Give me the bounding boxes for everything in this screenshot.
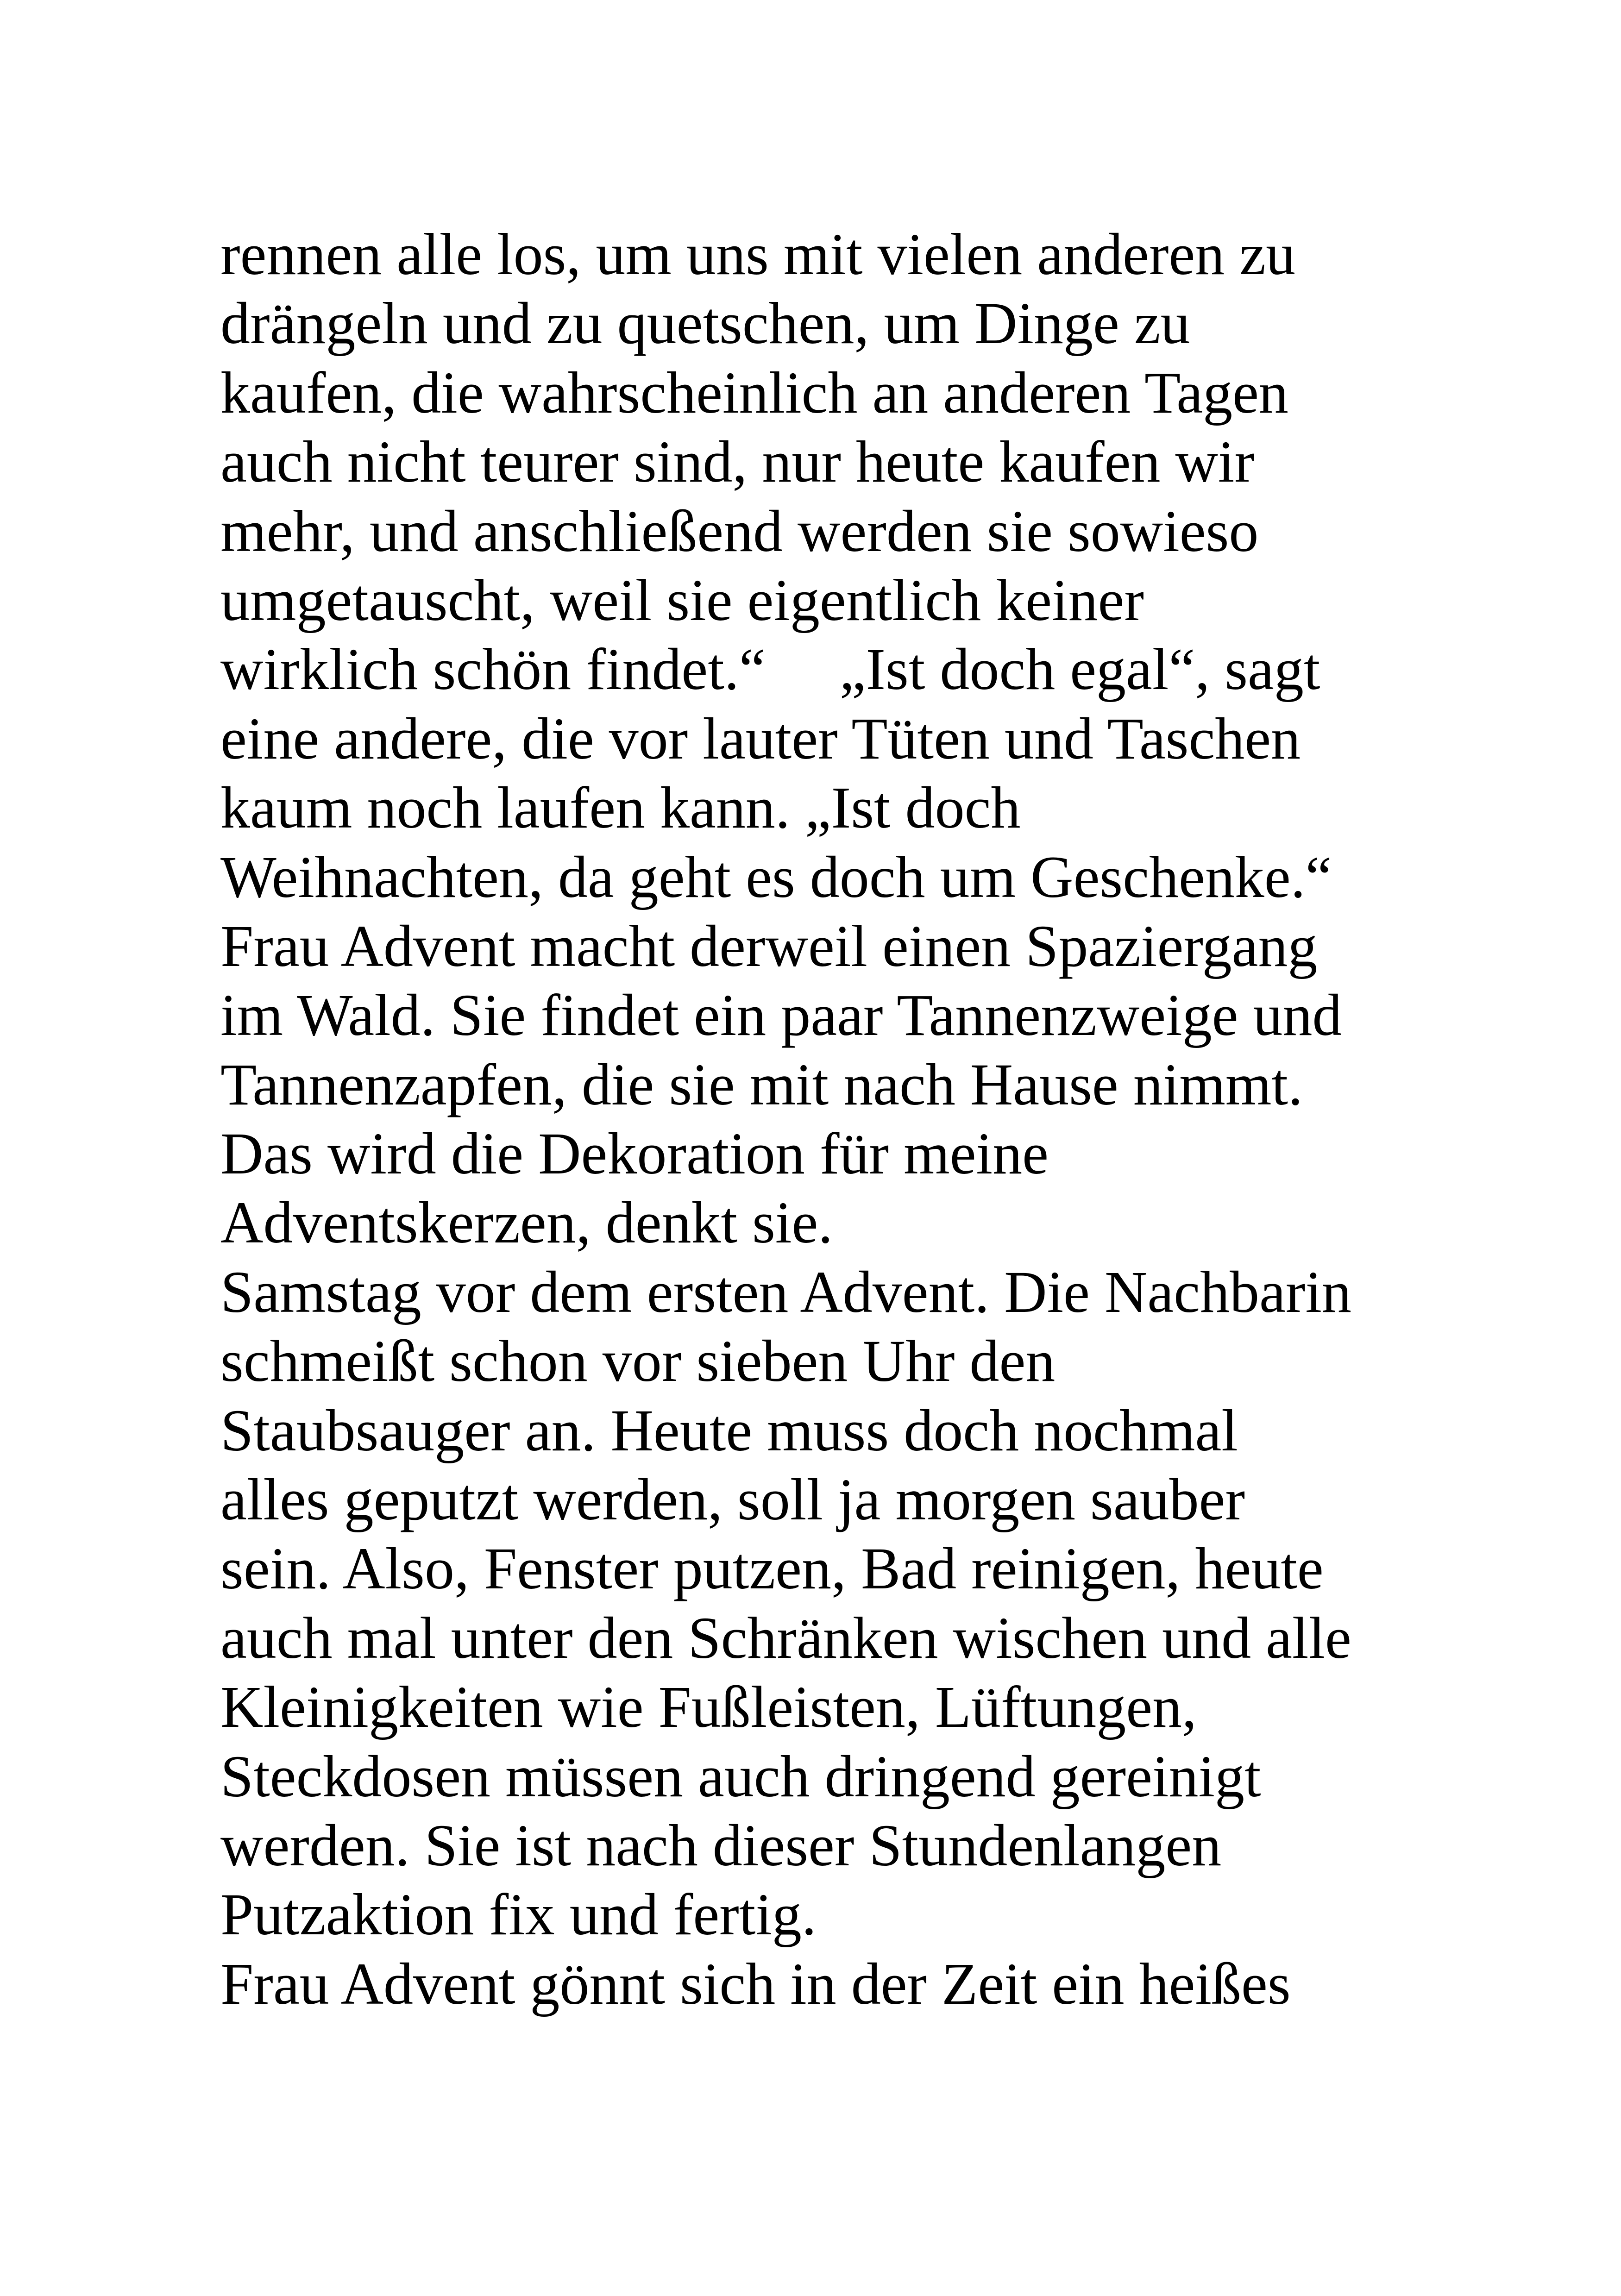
text-line: kaufen, die wahrscheinlich an anderen Tagen: [220, 359, 1288, 426]
text-line: drängeln und zu quetschen, um Dinge zu: [220, 290, 1190, 357]
text-line: rennen alle los, um uns mit vielen anderen zu: [220, 221, 1296, 287]
text-line: Kleinigkeiten wie Fußleisten, Lüftungen,: [220, 1674, 1197, 1740]
text-line: sein. Also, Fenster putzen, Bad reinigen, heute: [220, 1536, 1324, 1602]
text-line: alles geputzt werden, soll ja morgen sauber: [220, 1467, 1245, 1533]
text-line: eine andere, die vor lauter Tüten und Taschen: [220, 705, 1301, 772]
body-text: [220, 220, 1471, 2019]
text-line: Adventskerzen, denkt sie.: [220, 1190, 833, 1256]
text-line: auch nicht teurer sind, nur heute kaufen wir: [220, 429, 1255, 495]
text-line: mehr, und anschließend werden sie sowieso: [220, 498, 1259, 564]
text-line: Tannenzapfen, die sie mit nach Hause nimmt.: [220, 1051, 1303, 1117]
text-line: Samstag vor dem ersten Advent. Die Nachbarin: [220, 1259, 1351, 1325]
text-line: Steckdosen müssen auch dringend gereinigt: [220, 1743, 1261, 1809]
text-line: Staubsauger an. Heute muss doch nochmal: [220, 1397, 1238, 1463]
text-line: Frau Advent macht derweil einen Spaziergang: [220, 913, 1318, 979]
text-line: Das wird die Dekoration für meine: [220, 1121, 1049, 1187]
text-line: Putzaktion fix und fertig.: [220, 1882, 817, 1948]
text-line: umgetauscht, weil sie eigentlich keiner: [220, 567, 1144, 633]
text-line: werden. Sie ist nach dieser Stundenlangen: [220, 1812, 1222, 1878]
text-line: Weihnachten, da geht es doch um Geschenke.“: [220, 844, 1332, 910]
text-line: kaum noch laufen kann. „Ist doch: [220, 775, 1021, 841]
text-line: wirklich schön findet.“ „Ist doch egal“, sagt: [220, 636, 1320, 703]
text-line: im Wald. Sie findet ein paar Tannenzweige und: [220, 982, 1342, 1048]
text-line: schmeißt schon vor sieben Uhr den: [220, 1328, 1056, 1394]
text-line: auch mal unter den Schränken wischen und alle: [220, 1605, 1351, 1671]
text-line: Frau Advent gönnt sich in der Zeit ein heißes: [220, 1951, 1291, 2017]
